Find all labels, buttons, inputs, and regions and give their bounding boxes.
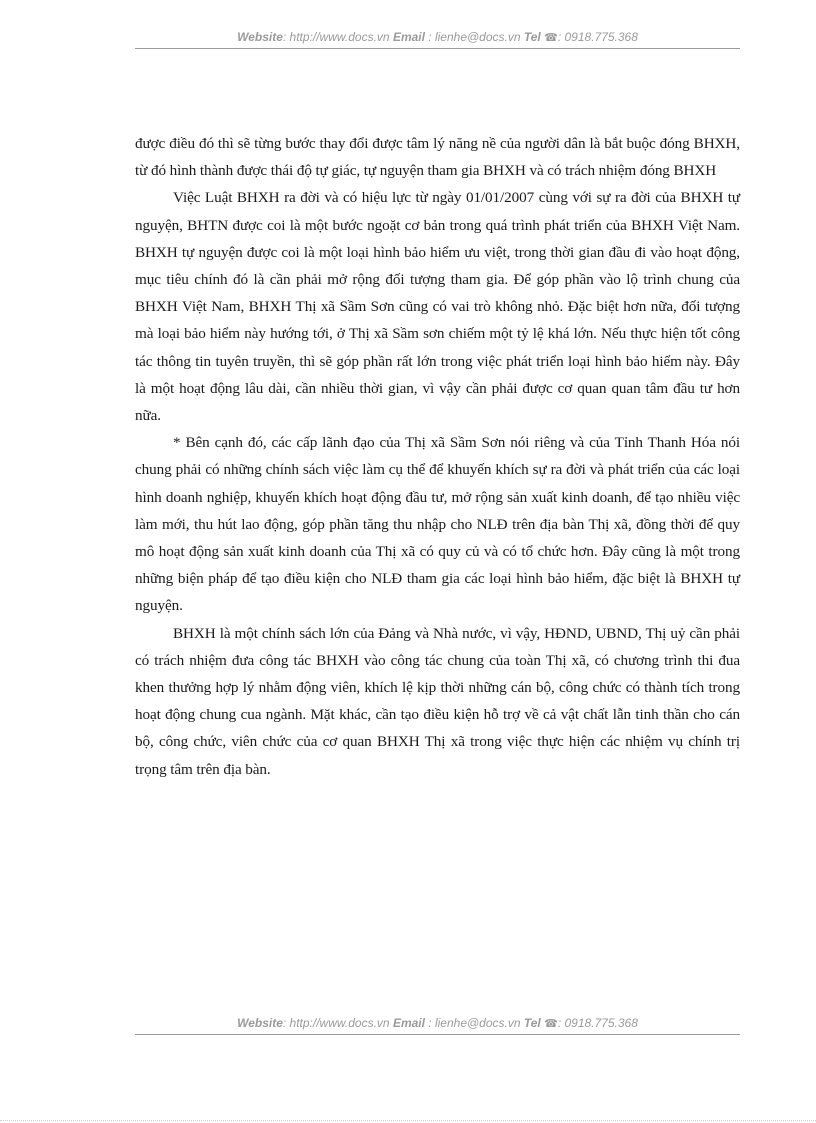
footer-email-label: Email — [392, 1016, 425, 1030]
header-tel-value: : 0918.775.368 — [557, 30, 638, 44]
paragraph-3: * Bên cạnh đó, các cấp lãnh đạo của Thị xã Sầm Sơn nói riêng và của Tỉnh Thanh Hóa nói chung phải có những chính sách việc làm cụ thể để khuyến khích sự ra đời và phát triển của các loại hình doanh nghiệp, khuyến khích hoạt động đầu tư, mở rộng sản xuất kinh doanh, để tạo nhiều việc làm mới, thu hút lao động, góp phần tăng thu nhập cho NLĐ trên địa bàn Thị xã, đồng thời để quy mô hoạt động sản xuất kinh doanh của Thị xã có quy củ và có tổ chức hơn. Đây cũng là một trong những biện pháp để tạo điều kiện cho NLĐ tham gia các loại hình bảo hiểm, đặc biệt là BHXH tự nguyện. — [135, 434, 740, 615]
header-tel-label: Tel — [523, 30, 541, 44]
header-email-link[interactable]: : lienhe@docs.vn — [428, 30, 521, 44]
document-body — [135, 130, 740, 783]
footer-tel-value: : 0918.775.368 — [557, 1016, 638, 1030]
paragraph-1: được điều đó thì sẽ từng bước thay đổi được tâm lý năng nề của người dân là bắt buộc đóng BHXH, từ đó hình thành được thái độ tự giác, tự nguyện tham gia BHXH và có trách nhiệm đóng BHXH — [135, 135, 740, 180]
phone-icon: ☎ — [544, 32, 558, 44]
footer-tel-label: Tel — [523, 1016, 541, 1030]
paragraph-2: Việc Luật BHXH ra đời và có hiệu lực từ ngày 01/01/2007 cùng với sự ra đời của BHXH tự nguyện, BHTN được coi là một bước ngoặt cơ bản trong quá trình phát triển của BHXH Việt Nam. BHXH tự nguyện được coi là một loại hình bảo hiểm ưu việt, trong thời gian đầu đi vào hoạt động, mục tiêu chính đó là cần phải mở rộng đối tượng tham gia. Để góp phần vào lộ trình chung của BHXH Việt Nam, BHXH Thị xã Sầm Sơn cũng có vai trò không nhỏ. Đặc biệt hơn nữa, đối tượng mà loại bảo hiểm này hướng tới, ở Thị xã Sầm sơn chiếm một tỷ lệ khá lớn. Nếu thực hiện tốt công tác thông tin tuyên truyền, thì sẽ góp phần rất lớn trong việc phát triển loại hình bảo hiểm này. Đây là một hoạt động lâu dài, cần nhiều thời gian, vì vậy cần phải được cơ quan quan tâm đầu tư hơn nữa. — [135, 189, 740, 425]
footer-email-link[interactable]: : lienhe@docs.vn — [428, 1016, 521, 1030]
page-footer — [135, 1016, 740, 1035]
header-email-label: Email — [392, 30, 425, 44]
header-website-label: Website — [237, 30, 283, 44]
phone-icon: ☎ — [544, 1018, 558, 1030]
header-website-link[interactable]: : http://www.docs.vn — [282, 30, 390, 44]
footer-website-link[interactable]: : http://www.docs.vn — [282, 1016, 390, 1030]
page-bottom-divider — [0, 1120, 816, 1121]
footer-website-label: Website — [237, 1016, 283, 1030]
page-header — [135, 30, 740, 49]
paragraph-4: BHXH là một chính sách lớn của Đảng và Nhà nước, vì vậy, HĐND, UBND, Thị uỷ cần phải có trách nhiệm đưa công tác BHXH vào công tác chung của toàn Thị xã, có chương trình thi đua khen thưởng hợp lý nhằm động viên, khích lệ kịp thời những cán bộ, công chức có thành tích trong hoạt động chung cua ngành. Mặt khác, cần tạo điều kiện hỗ trợ về cả vật chất lẫn tinh thần cho cán bộ, công chức, viên chức của cơ quan BHXH Thị xã trong việc thực hiện các nhiệm vụ chính trị trọng tâm trên địa bàn. — [135, 624, 740, 778]
